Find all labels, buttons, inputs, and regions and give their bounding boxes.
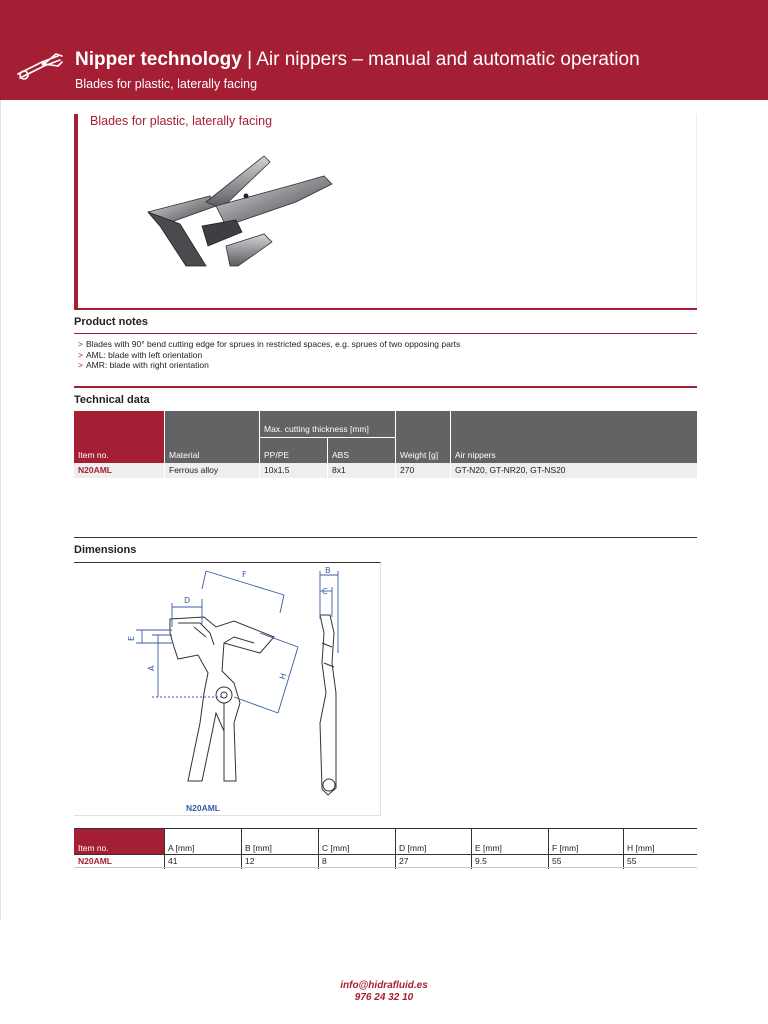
- col-h: H [mm]: [627, 843, 655, 853]
- col-b: B [mm]: [245, 843, 272, 853]
- product-title: Blades for plastic, laterally facing: [90, 114, 273, 128]
- table-row: [74, 854, 697, 868]
- page-title: [75, 48, 640, 72]
- cell-weight: 270: [400, 465, 415, 475]
- col-pp-pe: PP/PE: [260, 438, 327, 463]
- col-c: C [mm]: [322, 843, 350, 853]
- note-text: AML: blade with left orientation: [85, 349, 203, 360]
- cell-d: 27: [399, 856, 409, 866]
- table-row: [74, 463, 697, 478]
- notes-list: [78, 339, 460, 371]
- col-item-no: Item no.: [74, 829, 164, 855]
- label-a: A: [147, 665, 156, 671]
- technical-table-header: [74, 411, 697, 463]
- col-a: A [mm]: [168, 843, 195, 853]
- cell-pp-pe: 10x1.5: [264, 465, 290, 475]
- cell-air-nippers: GT-N20, GT-NR20, GT-NS20: [455, 465, 566, 475]
- cell-divider: [395, 463, 396, 478]
- cell-material: Ferrous alloy: [169, 465, 219, 475]
- drawing-caption: N20AML: [186, 803, 221, 813]
- page-footer: [0, 980, 768, 1004]
- note-text: AMR: blade with right orientation: [85, 360, 209, 370]
- cell-h: 55: [627, 856, 637, 866]
- technical-heading: Technical data: [74, 394, 150, 406]
- footer-email-link[interactable]: info@hidrafluid.es: [340, 980, 428, 991]
- cell-b: 12: [245, 856, 255, 866]
- dimensions-heading: Dimensions: [74, 544, 137, 556]
- cell-divider: [450, 463, 451, 478]
- nipper-icon: [14, 48, 66, 82]
- list-item: [78, 339, 460, 350]
- cell-a: 41: [168, 856, 178, 866]
- col-abs: ABS: [328, 438, 395, 463]
- cell-abs: 8x1: [332, 465, 346, 475]
- col-air-nippers: Air nippers: [451, 411, 697, 463]
- dimensions-top-rule: [74, 537, 697, 538]
- dimension-drawing: [74, 563, 381, 815]
- note-text: Blades with 90° bend cutting edge for sprues in restricted spaces, e.g. sprues of two opposing parts: [85, 339, 461, 349]
- cell-c: 8: [322, 856, 327, 866]
- page-subtitle: Blades for plastic, laterally facing: [75, 77, 258, 91]
- product-box: [74, 114, 697, 310]
- col-item-no: Item no.: [74, 411, 164, 463]
- list-item: [78, 360, 460, 371]
- bullet-arrow: >: [78, 349, 83, 360]
- col-f: F [mm]: [552, 843, 579, 853]
- col-group-cutting: Max. cutting thickness [mm]: [260, 411, 395, 437]
- notes-heading: Product notes: [74, 316, 148, 328]
- cell-e: 9.5: [475, 856, 487, 866]
- label-e: E: [127, 635, 136, 641]
- footer-phone: 976 24 32 10: [354, 992, 414, 1003]
- col-material: Material: [165, 411, 259, 463]
- title-bold: Nipper technology: [75, 49, 242, 70]
- cell-item-no: N20AML: [78, 856, 113, 866]
- blade-photo-icon: [146, 154, 336, 274]
- notes-bottom-rule: [74, 386, 697, 388]
- label-d: D: [184, 596, 191, 605]
- label-h: H: [277, 672, 289, 681]
- cell-divider: [164, 463, 165, 478]
- left-margin-rule: [0, 100, 1, 920]
- cell-divider: [327, 463, 328, 478]
- list-item: [78, 350, 460, 361]
- label-f: F: [242, 570, 247, 579]
- title-rest: | Air nippers – manual and automatic operation: [241, 49, 640, 70]
- label-c: C: [322, 587, 328, 596]
- page-header: [0, 0, 768, 100]
- dimensions-table-header: [74, 828, 697, 854]
- col-weight: Weight [g]: [396, 411, 450, 463]
- notes-rule: [74, 333, 697, 334]
- cell-item-no: N20AML: [78, 465, 113, 475]
- bullet-arrow: >: [78, 360, 83, 370]
- col-e: E [mm]: [475, 843, 502, 853]
- col-d: D [mm]: [399, 843, 427, 853]
- bullet-arrow: >: [78, 339, 83, 349]
- cell-divider: [259, 463, 260, 478]
- cell-f: 55: [552, 856, 562, 866]
- box-right-line: [696, 114, 697, 308]
- label-b: B: [325, 566, 331, 575]
